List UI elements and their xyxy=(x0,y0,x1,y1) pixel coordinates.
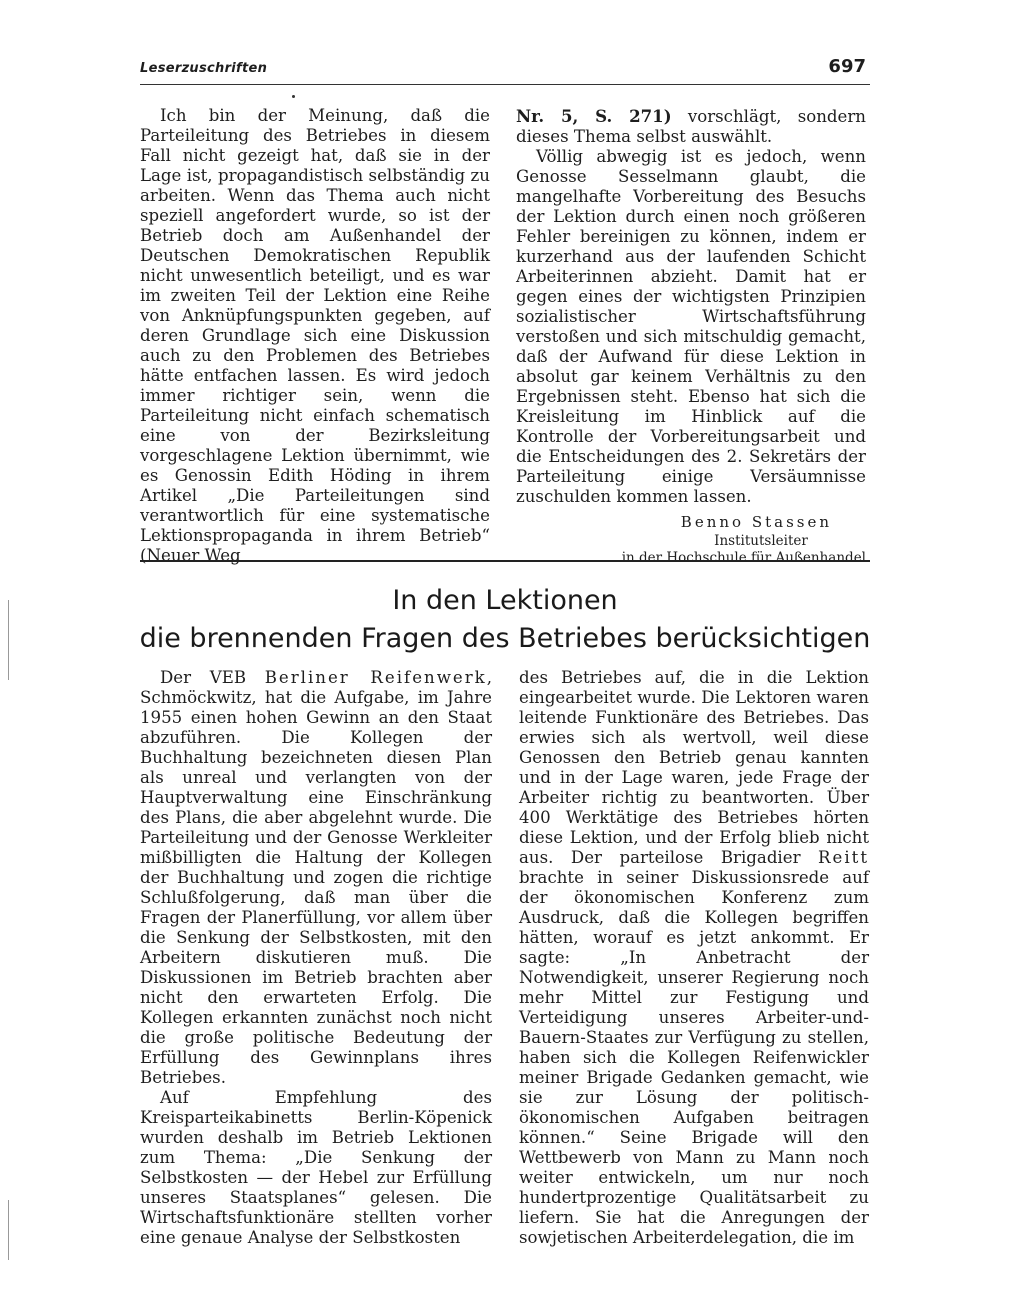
letter-paragraph-1: Ich bin der Meinung, daß die Parteileitung des Betriebes in diesem Fall nicht gezeigt hat, daß sie in der Lage ist, propagandistisch selbständig zu arbeiten. Wenn das Thema auch nicht speziell angefordert wurde, so ist der Betrieb doch am Außenhandel der Deutschen Demokratischen Republik nicht unwesentlich beteiligt, und es war im zweiten Teil der Lektion eine Reihe von Anknüpfungspunkten gegeben, auf deren Grundlage sich eine Diskussion auch zu den Problemen des Betriebes hätte entfachen lassen. Es wird jedoch immer richtiger sein, wenn die Parteileitung nicht einfach schematisch eine von der Bezirksleitung vorgeschlagene Lektion übernimmt, wie es Genossin Edith Höding in ihrem Artikel „Die Parteileitungen sind verantwortlich für eine systematische Lektionspropaganda in ihrem Betrieb“ (Neuer Weg xyxy=(140,106,490,565)
author-name: Benno Stassen xyxy=(680,513,832,531)
article-paragraph-2: Auf Empfehlung des Kreisparteikabinetts Berlin-Köpenick wurden deshalb im Betrieb Lektionen zum Thema: „Die Senkung der Selbstkosten — der Hebel zur Erfüllung unseres Staatsplanes“ gelesen. Die Wirtschaftsfunktionäre stellten vorher eine genaue Analyse der Selbstkosten xyxy=(140,1088,492,1247)
letter-paragraph-2: Völlig abwegig ist es jedoch, wenn Genosse Sesselmann glaubt, die mangelhafte Vorbereitung des Besuchs der Lektion durch einen noch größeren Fehler bereinigen zu können, indem er kurzerhand aus der laufenden Schicht Arbeiterinnen abzieht. Damit hat er gegen eines der wichtigsten Prinzipien sozialistischer Wirtschaftsführung verstoßen und sich mitschuldig gemacht, daß der Aufwand für diese Lektion in absolut gar keinem Verhältnis zu den Ergebnissen steht. Ebenso hat sich die Kreisleitung im Hinblick auf die Kontrolle der Vorbereitungsarbeit und die Entscheidungen des 2. Sekretärs der Parteileitung einige Versäumnisse zuschulden kommen lassen. xyxy=(516,147,866,506)
affiliation-institution: in der Hochschule für Außenhandel xyxy=(621,550,866,566)
print-dot xyxy=(292,95,295,98)
article-column-1 xyxy=(140,668,492,1248)
letter-column-1 xyxy=(140,106,490,566)
headline-line-2: die brennenden Fragen des Betriebes berücksichtigen xyxy=(139,623,871,654)
scan-margin-mark xyxy=(8,600,9,680)
letter-paragraph-continued xyxy=(516,106,866,147)
article-headline xyxy=(130,582,880,658)
article-paragraph-1 xyxy=(140,668,492,1088)
brigadier-name: Reitt xyxy=(818,848,869,867)
section-label: Leserzuschriften xyxy=(140,61,268,76)
page-number: 697 xyxy=(828,56,866,77)
article-paragraph-continued xyxy=(519,668,869,1248)
affiliation-title: Institutsleiter xyxy=(714,533,808,549)
article-p1-rest: , Schmöckwitz, hat die Aufgabe, im Jahre 1955 einen hohen Gewinn an den Staat abzuführen. Die Kollegen der Buchhaltung bezeichneten diesen Plan als unreal und verlangten von der Hauptverwaltung eine Einschränkung des Plans, die aber abgelehnt wurde. Die Parteileitung und der Genosse Werkleiter mißbilligten die Haltung der Kollegen der Buchhaltung und zogen die richtige Schlußfolgerung, daß man über die Fragen der Planerfüllung, vor allem über die Senkung der Selbstkosten, mit den Arbeitern diskutieren muß. Die Diskussionen im Betrieb brachten aber nicht den erwarteten Erfolg. Die Kollegen erkannten zunächst noch nicht die große politische Bedeutung der Erfüllung des Gewinnplans ihres Betriebes. xyxy=(140,668,492,1087)
article-p1-start: Der VEB xyxy=(160,668,265,687)
running-head xyxy=(140,58,870,85)
signature-block xyxy=(516,511,866,567)
letter-column-2 xyxy=(516,106,866,567)
letter-continued-text: vorschlägt, sondern dieses Thema selbst auswählt. xyxy=(516,107,866,146)
article-column-2 xyxy=(519,668,869,1248)
journal-reference: Nr. 5, S. 271) xyxy=(516,106,672,126)
scan-margin-mark xyxy=(8,1200,9,1260)
section-divider xyxy=(140,560,870,562)
company-name: Berliner Reifenwerk xyxy=(264,668,487,687)
article-col2-rest: brachte in seiner Diskussionsrede auf der ökonomischen Konferenz zum Ausdruck, daß die Kollegen begriffen hätten, worauf es jetzt ankommt. Er sagte: „In Anbetracht der Notwendigkeit, unserer Regierung noch mehr Mittel zur Festigung und Verteidigung unseres Arbeiter-und-Bauern-Staates zur Verfügung zu stellen, haben sich die Kollegen Reifenwickler meiner Brigade Gedanken gemacht, wie sie zur Lösung der politisch-ökonomischen Aufgaben beitragen können.“ Seine Brigade will den Wettbewerb von Mann zu Mann noch weiter entwickeln, um nur noch hundertprozentige Qualitätsarbeit zu liefern. Sie hat die Anregungen der sowjetischen Arbeiterdelegation, die im xyxy=(519,868,869,1247)
article-col2-start: des Betriebes auf, die in die Lektion eingearbeitet wurde. Die Lektoren waren leitende Funktionäre des Betriebes. Das erwies sich als wertvoll, weil diese Genossen den Betrieb genau kannten und in der Lage waren, jede Frage der Arbeiter richtig zu beantworten. Über 400 Werktätige des Betriebes hörten diese Lektion, und der Erfolg blieb nicht aus. Der parteilose Brigadier xyxy=(519,668,869,867)
headline-line-1: In den Lektionen xyxy=(392,585,618,616)
